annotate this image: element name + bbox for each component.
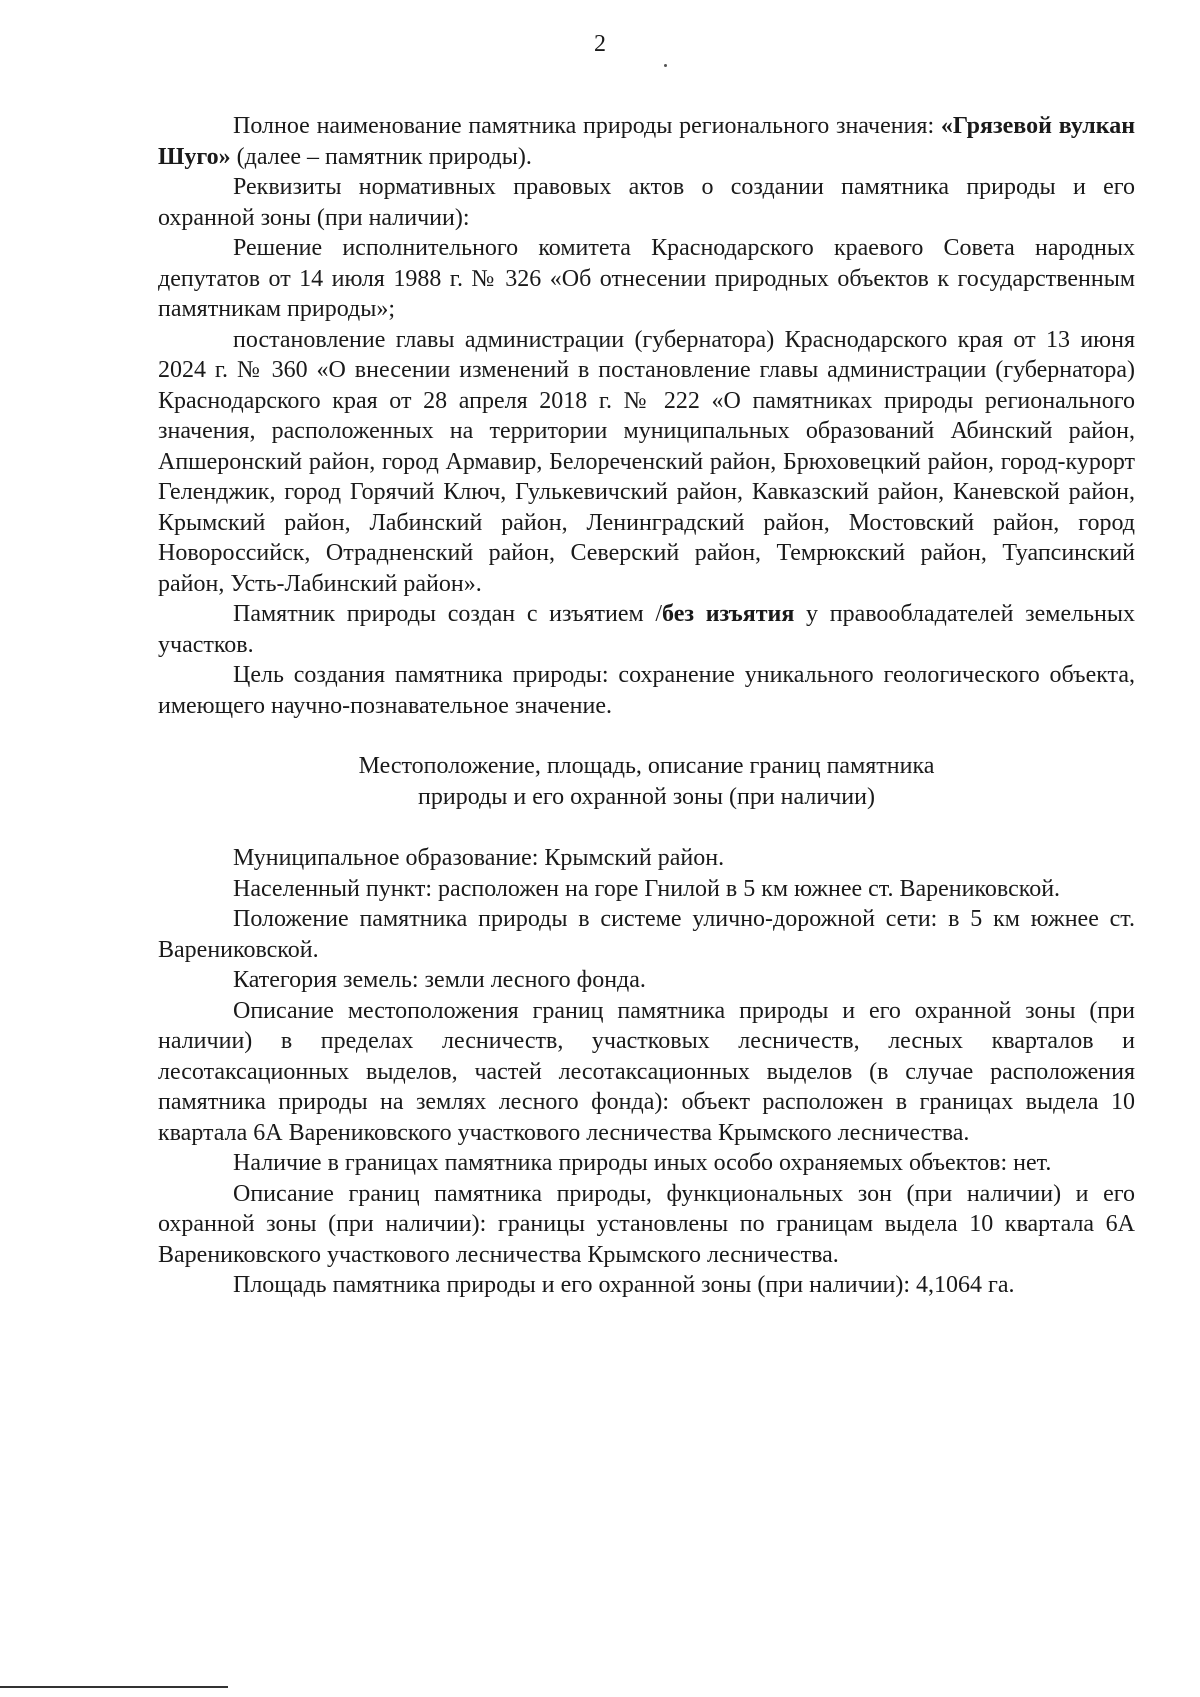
footer-rule: [0, 1686, 228, 1688]
scan-speck: [664, 64, 667, 67]
boundaries-paragraph: Описание границ памятника природы, функциональных зон (при наличии) и его охранной зоны (при наличии): границы установлены по границам выдела 10 квартала 6А Варениковского участкового лесничества Крымского лесничества.: [158, 1180, 1135, 1268]
withdrawal-bold: без изъятия: [662, 601, 795, 627]
withdrawal-paragraph: [158, 599, 1135, 660]
monument-name: «Грязевой вулкан Шуго»: [158, 113, 1136, 170]
purpose-paragraph: Цель создания памятника природы: сохранение уникального геологического объекта, имеющего научно-познавательное значение.: [158, 662, 1135, 719]
requisites-label: Реквизиты нормативных правовых актов о создании памятника природы и его охранной зоны (при наличии):: [158, 174, 1135, 231]
act-item-1: Решение исполнительного комитета Краснодарского краевого Совета народных депутатов от 14 июля 1988 г. № 326 «Об отнесении природных объектов к государственным памятникам природы»;: [158, 235, 1135, 322]
other-protected-objects-paragraph: Наличие в границах памятника природы иных особо охраняемых объектов: нет.: [233, 1150, 1052, 1176]
municipality-paragraph: Муниципальное образование: Крымский район.: [233, 845, 725, 871]
withdrawal-tail: у правообладателей земельных участков.: [158, 601, 1136, 658]
section-heading-line-2: природы и его охранной зоны (при наличии): [418, 784, 875, 810]
section-heading: [158, 751, 1135, 813]
land-category-paragraph: Категория земель: земли лесного фонда.: [233, 967, 646, 993]
intro-tail: (далее – памятник природы).: [236, 143, 532, 170]
settlement-paragraph: Населенный пункт: расположен на горе Гнилой в 5 км южнее ст. Варениковской.: [233, 875, 1061, 902]
section-heading-line-1: Местоположение, площадь, описание границ памятника: [358, 753, 935, 779]
page-number: 2: [594, 31, 606, 57]
document-body: [158, 111, 1135, 1301]
act-item-2: постановление главы администрации (губернатора) Краснодарского края от 13 июня 2024 г. № 360 «О внесении изменений в постановление главы администрации (губернатора) Краснодарского края от 28 апреля 2018 г. № 222 «О памятниках природы регионального значения, расположенных на территории муниципальных образований Абинский район, Апшеронский район, город Армавир, Белореченский район, Брюховецкий район, город-курорт Геленджик, город Горячий Ключ, Гулькевичский район, Кавказский район, Каневской район, Крымский район, Лабинский район, Ленинградский район, Мостовский район, город Новороссийск, Отрадненский район, Северский район, Темрюкский район, Туапсинский район, Усть-Лабинский район».: [158, 326, 1135, 597]
intro-lead: Полное наименование памятника природы регионального значения:: [233, 113, 935, 139]
area-paragraph: Площадь памятника природы и его охранной зоны (при наличии): 4,1064 га.: [233, 1272, 1015, 1298]
intro-paragraph: [158, 111, 1135, 172]
withdrawal-lead: Памятник природы создан с изъятием /: [233, 601, 663, 627]
forestry-location-paragraph: Описание местоположения границ памятника природы и его охранной зоны (при наличии) в пределах лесничеств, участковых лесничеств, лесных кварталов и лесотаксационных выделов, частей лесотаксационных выделов (в случае расположения памятника природы на землях лесного фонда): объект расположен в границах выдела 10 квартала 6А Варениковского участкового лесничества Крымского лесничества.: [158, 997, 1135, 1146]
road-network-paragraph: Положение памятника природы в системе улично-дорожной сети: в 5 км южнее ст. Варениковской.: [158, 906, 1135, 963]
